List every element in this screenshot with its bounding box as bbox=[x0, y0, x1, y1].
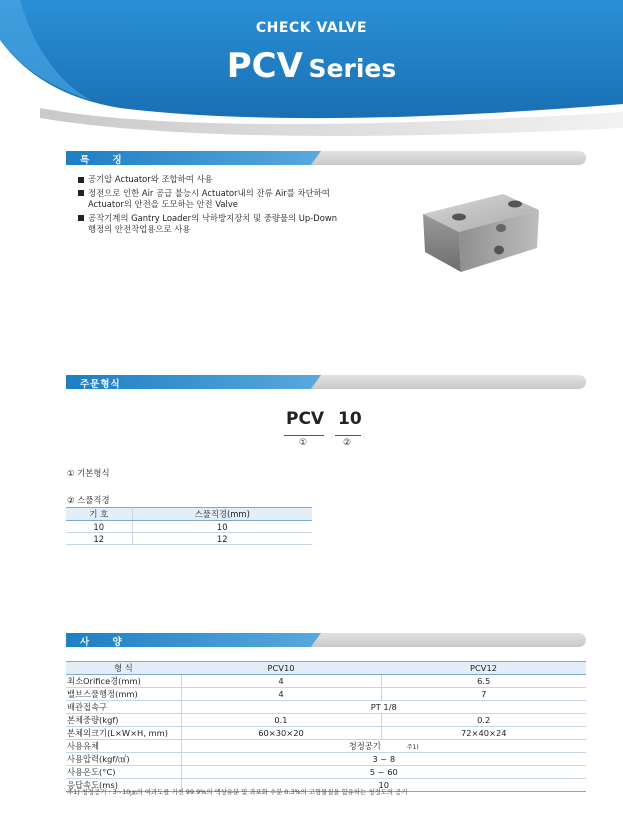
feature-item: 공작기계의 Gantry Loader의 낙하방지장치 및 중량물의 Up-Down 행정의 안전작업용으로 사용 bbox=[78, 213, 408, 236]
table-row bbox=[66, 675, 586, 688]
feature-item: 정전으로 인한 Air 공급 불능시 Actuator내의 잔류 Air를 차단하여 Actuator의 안전을 도모하는 안전 Valve bbox=[78, 188, 408, 211]
spec-key: 최소Orifice경(mm) bbox=[66, 675, 181, 688]
table-row: 12 12 bbox=[66, 533, 312, 545]
footnote-ref: 주1) bbox=[406, 744, 419, 751]
spec-value-pcv10: 4 bbox=[181, 688, 381, 701]
spec-value-pcv10: 4 bbox=[181, 675, 381, 688]
spec-value: 10 bbox=[181, 779, 586, 792]
model-code bbox=[280, 409, 380, 455]
table-header: 기 호 bbox=[66, 508, 132, 521]
spec-value: 3 ~ 8 bbox=[181, 753, 586, 766]
spec-value-pcv12: 72×40×24 bbox=[381, 727, 586, 740]
footnote: 주1) 청정공기 : 3~10㎛의 여과도를 거친 99.9%의 액상유분 및 과포화 수분 0.3%의 고형물질을 함유하는 청정도의 공기 bbox=[67, 788, 408, 796]
spec-value-pcv10: 0.1 bbox=[181, 714, 381, 727]
section-label-ordering: 주문형식 bbox=[80, 379, 121, 390]
section-label-specs: 사 양 bbox=[80, 637, 132, 648]
spec-key: 사용온도(°C) bbox=[66, 766, 181, 779]
spec-value: 5 ~ 60 bbox=[181, 766, 586, 779]
table-row bbox=[66, 688, 586, 701]
spec-key: 밸브스풀행정(mm) bbox=[66, 688, 181, 701]
title-main: PCV bbox=[226, 46, 303, 86]
header-title bbox=[0, 46, 623, 86]
table-row bbox=[66, 753, 586, 766]
table-header: 스풀직경(mm) bbox=[132, 508, 312, 521]
table-header-row bbox=[66, 662, 586, 675]
table-header: PCV12 bbox=[381, 662, 586, 675]
section-label-features: 특 징 bbox=[80, 155, 132, 166]
header-subtitle: CHECK VALVE bbox=[255, 20, 368, 36]
model-code-size: 10 bbox=[338, 409, 362, 429]
spec-value-pcv10: 60×30×20 bbox=[181, 727, 381, 740]
spec-value: 청정공기 주1) bbox=[181, 740, 586, 753]
bore-table bbox=[66, 507, 312, 545]
spec-key: 사용압력(kgf/㎠) bbox=[66, 753, 181, 766]
spec-key: 배관접속구 bbox=[66, 701, 181, 714]
model-code-mark-2: ② bbox=[343, 438, 352, 448]
spec-value: PT 1/8 bbox=[181, 701, 586, 714]
table-row bbox=[66, 740, 586, 753]
table-header-row bbox=[66, 508, 312, 521]
spec-table bbox=[66, 661, 586, 792]
spec-value-pcv12: 0.2 bbox=[381, 714, 586, 727]
model-code-prefix: PCV bbox=[286, 409, 325, 429]
spec-value-pcv12: 6.5 bbox=[381, 675, 586, 688]
table-row: 10 10 bbox=[66, 521, 312, 533]
spec-key: 사용유체 bbox=[66, 740, 181, 753]
section-bar-specs bbox=[66, 633, 586, 647]
spec-key: 본체외크기(L×W×H, mm) bbox=[66, 727, 181, 740]
note-basic-type: ① 기본형식 bbox=[67, 468, 110, 478]
product-image bbox=[415, 188, 550, 288]
spec-key: 본체중량(kgf) bbox=[66, 714, 181, 727]
feature-item: 공기압 Actuator와 조합하여 사용 bbox=[78, 174, 408, 186]
section-bar-ordering bbox=[66, 375, 586, 389]
spec-key: 응답속도(ms) bbox=[66, 779, 181, 792]
table-row bbox=[66, 766, 586, 779]
note-port-size: ② 스풀직경 bbox=[67, 495, 110, 505]
table-row bbox=[66, 727, 586, 740]
section-bar-features bbox=[66, 151, 586, 165]
table-header: 형 식 bbox=[66, 662, 181, 675]
spec-value-pcv12: 7 bbox=[381, 688, 586, 701]
title-series: Series bbox=[308, 54, 397, 83]
header-banner bbox=[0, 0, 623, 140]
feature-list bbox=[78, 174, 408, 238]
table-row bbox=[66, 714, 586, 727]
table-header: PCV10 bbox=[181, 662, 381, 675]
table-row bbox=[66, 701, 586, 714]
model-code-mark-1: ① bbox=[299, 438, 308, 448]
